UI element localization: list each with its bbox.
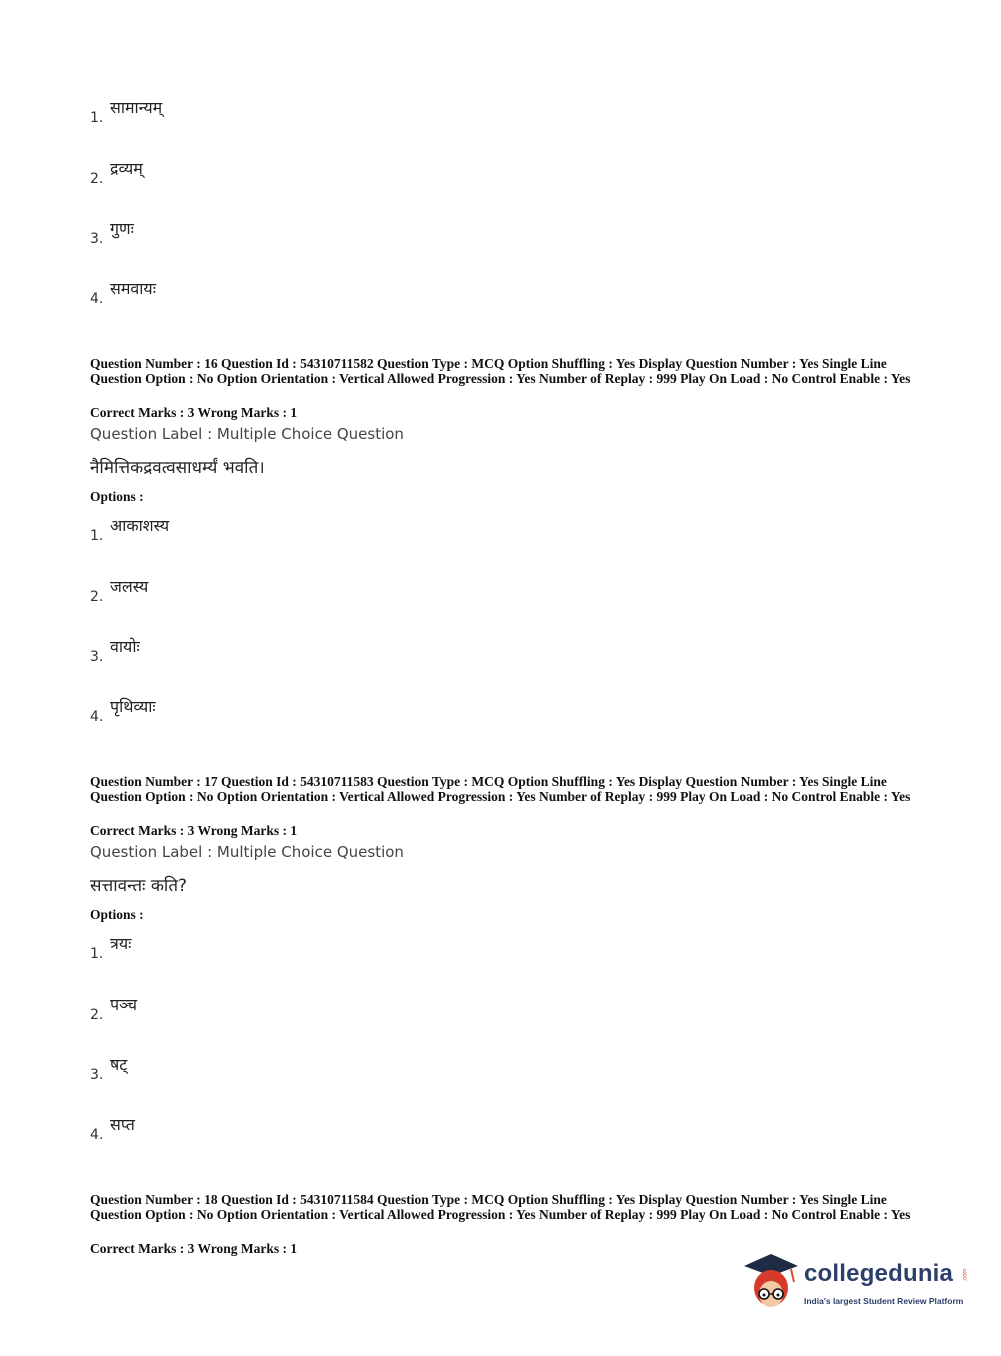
question-label: Question Label : Multiple Choice Question (90, 425, 404, 443)
option-text: पृथिव्याः (110, 697, 156, 716)
option-text: पञ्च (110, 995, 138, 1014)
option-number: 4. (90, 291, 104, 307)
option-text: जलस्य (110, 577, 149, 596)
logo-suffix: .com (962, 1268, 969, 1282)
question-marks: Correct Marks : 3 Wrong Marks : 1 (90, 1241, 298, 1256)
option-text: त्रयः (110, 934, 132, 953)
option-number: 2. (90, 589, 104, 605)
option-number: 1. (90, 528, 104, 544)
question-meta: Question Number : 16 Question Id : 54310711582 Question Type : MCQ Option Shuffling : Yes Display Question Number : Yes Single Line Question Option : No Option Orientation : Vertical Allowed Progression : Yes Number of Replay : 999 Play On Load : No Control Enable : Yes (90, 356, 911, 386)
option-text: समवायः (110, 279, 156, 298)
option-number: 1. (90, 110, 104, 126)
option-text: गुणः (110, 219, 134, 238)
mascot-graduate-icon (742, 1252, 800, 1312)
logo-wordmark: collegedunia (804, 1260, 954, 1287)
option-text: षट् (110, 1055, 128, 1074)
collegedunia-logo (742, 1250, 972, 1320)
question-marks: Correct Marks : 3 Wrong Marks : 1 (90, 405, 298, 420)
option-number: 4. (90, 1127, 104, 1143)
option-number: 3. (90, 1067, 104, 1083)
options-heading: Options : (90, 489, 144, 504)
option-number: 4. (90, 709, 104, 725)
option-number: 2. (90, 1007, 104, 1023)
options-heading: Options : (90, 907, 144, 922)
question-meta: Question Number : 17 Question Id : 54310711583 Question Type : MCQ Option Shuffling : Yes Display Question Number : Yes Single Line Question Option : No Option Orientation : Vertical Allowed Progression : Yes Number of Replay : 999 Play On Load : No Control Enable : Yes (90, 774, 911, 804)
question-marks: Correct Marks : 3 Wrong Marks : 1 (90, 823, 298, 838)
option-number: 3. (90, 231, 104, 247)
question-label: Question Label : Multiple Choice Question (90, 843, 404, 861)
option-text: सप्त (110, 1115, 135, 1134)
option-number: 3. (90, 649, 104, 665)
option-number: 2. (90, 171, 104, 187)
option-text: वायोः (110, 637, 140, 656)
option-text: सामान्यम् (110, 98, 163, 117)
option-text: द्रव्यम् (110, 159, 143, 178)
option-number: 1. (90, 946, 104, 962)
question-text: नैमित्तिकद्रवत्वसाधर्म्यं भवति। (90, 458, 265, 478)
question-meta: Question Number : 18 Question Id : 54310711584 Question Type : MCQ Option Shuffling : Yes Display Question Number : Yes Single Line Question Option : No Option Orientation : Vertical Allowed Progression : Yes Number of Replay : 999 Play On Load : No Control Enable : Yes (90, 1192, 911, 1222)
question-text: सत्तावन्तः कति? (90, 876, 188, 896)
option-text: आकाशस्य (110, 516, 170, 535)
logo-tagline: India's largest Student Review Platform (804, 1296, 964, 1306)
